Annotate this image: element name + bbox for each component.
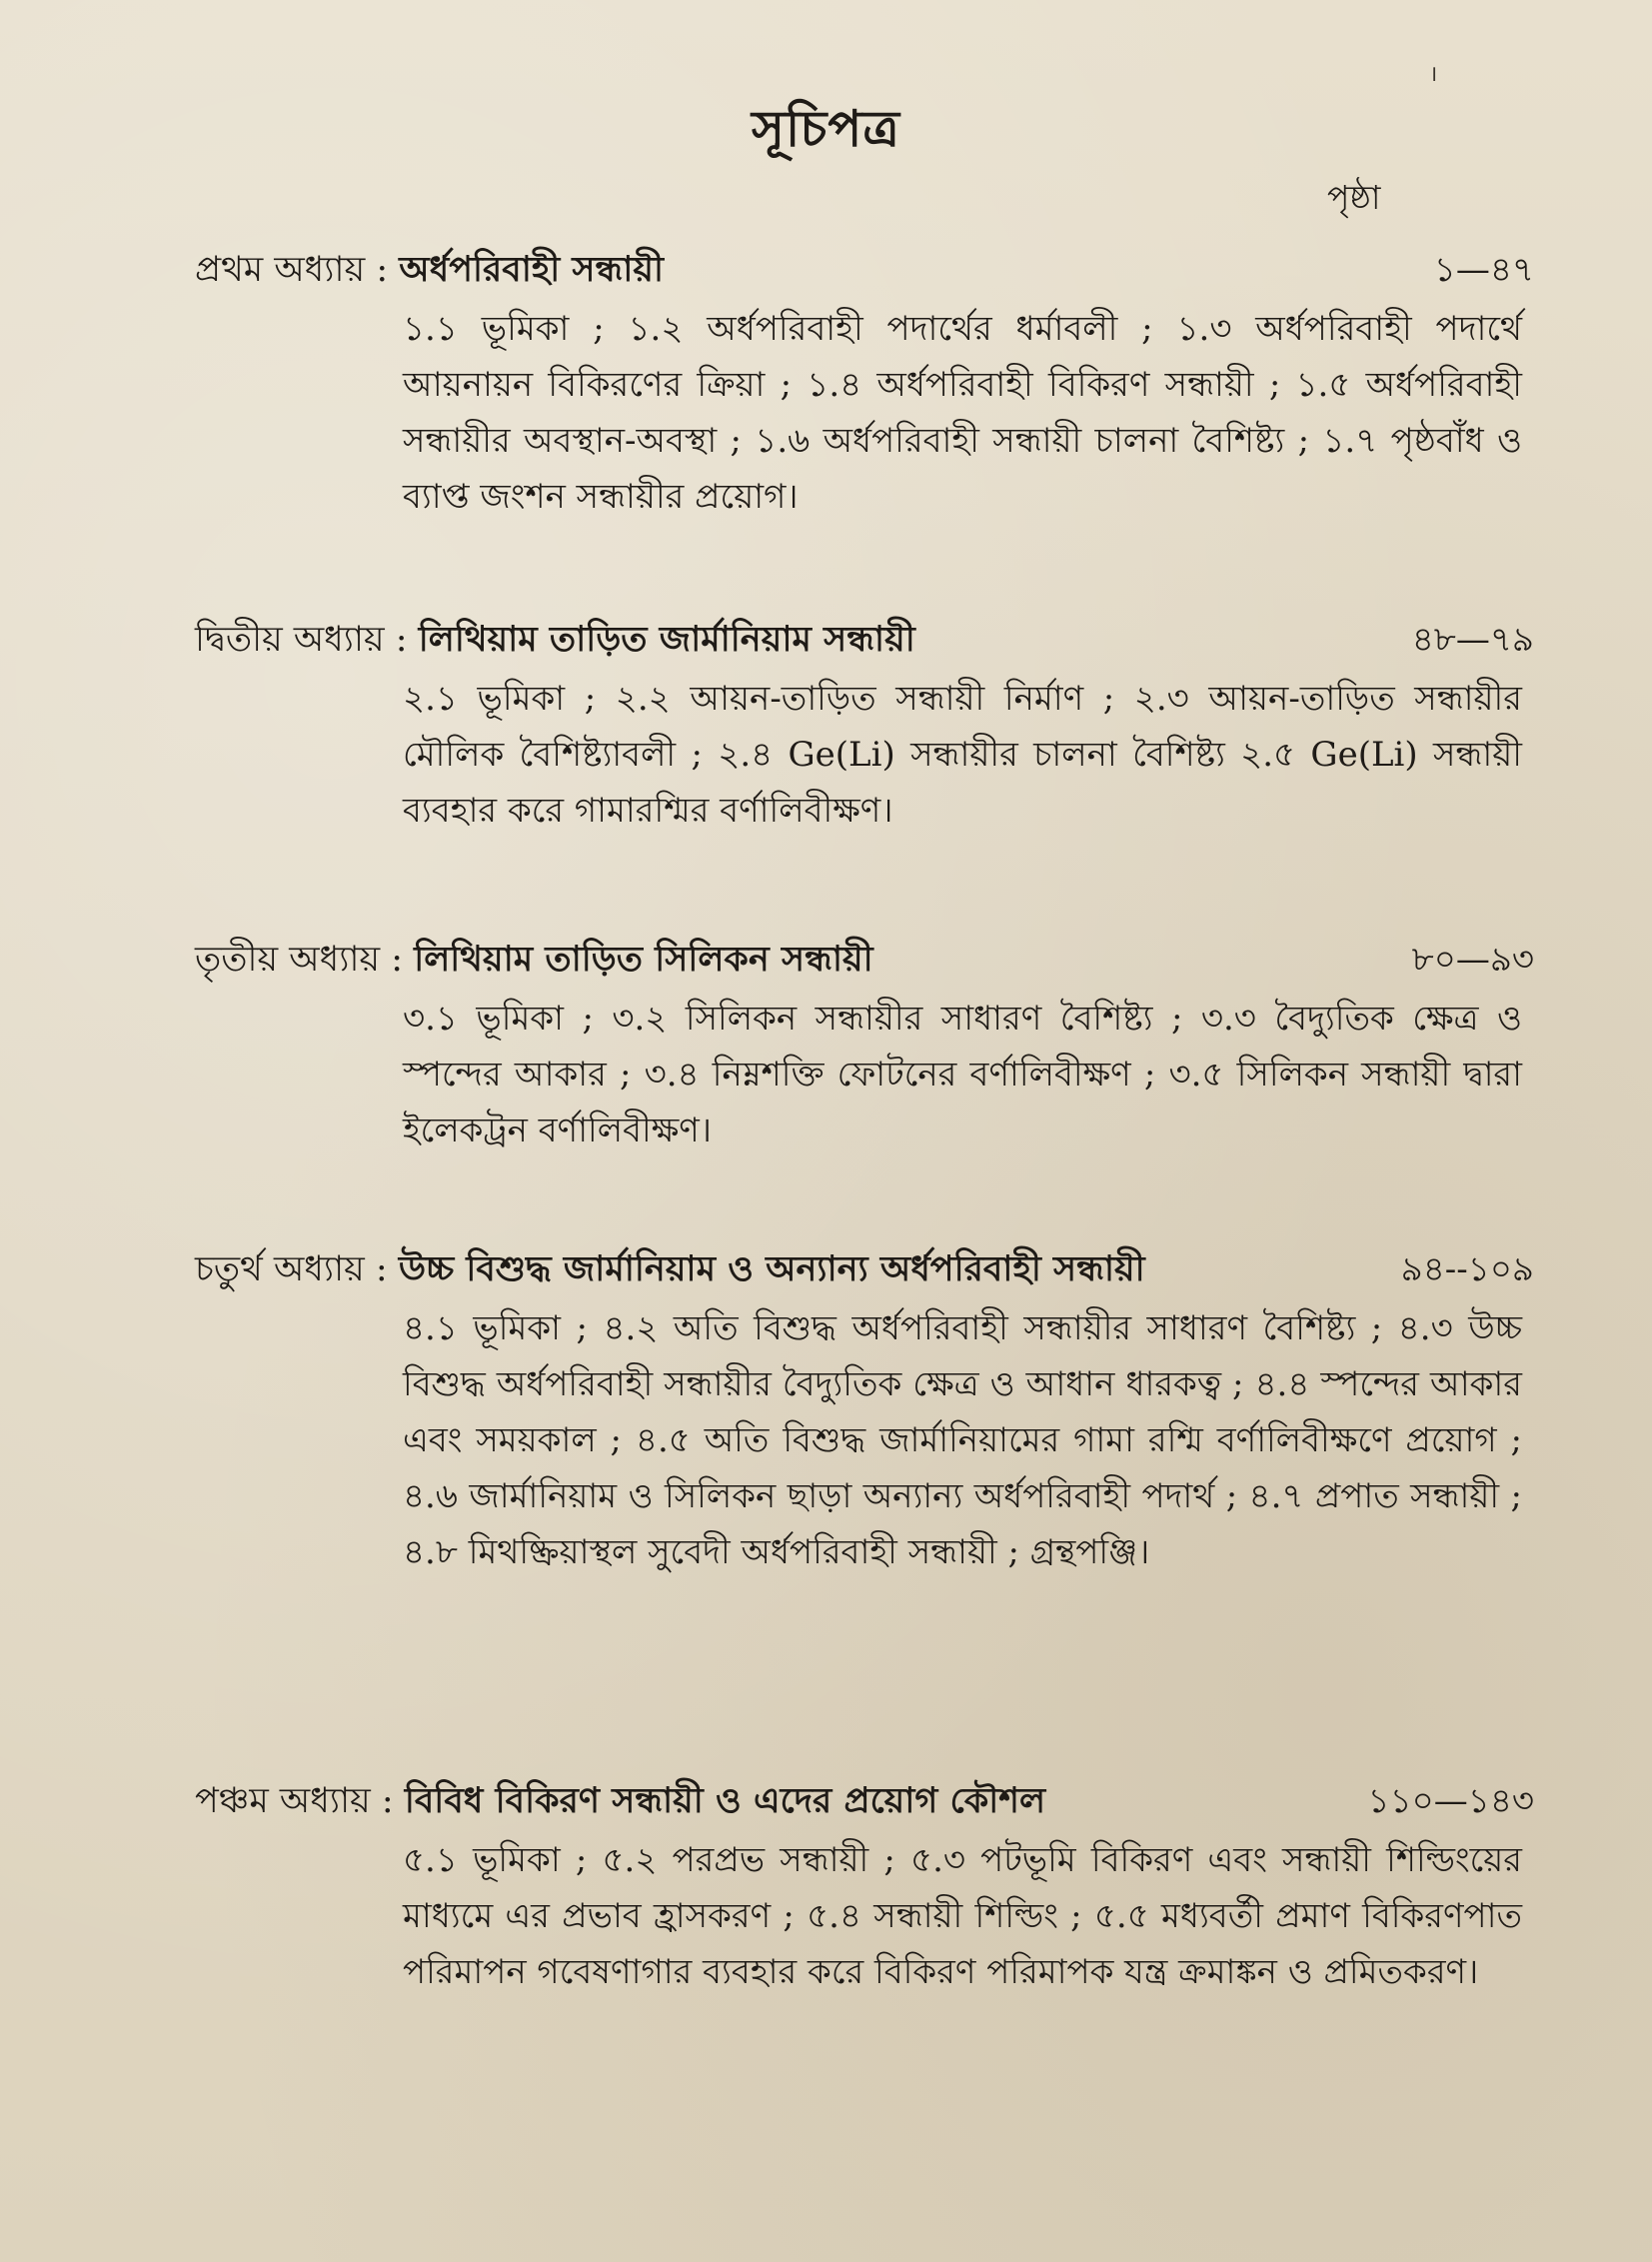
chapter-heading-text xyxy=(195,1244,1145,1294)
chapter-label: তৃতীয় অধ্যায় : xyxy=(195,940,404,980)
chapter-heading-text xyxy=(195,935,873,985)
chapter-contents: ৩.১ ভূমিকা ; ৩.২ সিলিকন সন্ধায়ীর সাধারণ বৈশিষ্ট্য ; ৩.৩ বৈদ্যুতিক ক্ষেত্র ও স্পন্দের আকার ; ৩.৪ নিম্নশক্তি ফোটনের বর্ণালিবীক্ষণ ; ৩.৫ সিলিকন সন্ধায়ী দ্বারা ইলেকট্রন বর্ণালিবীক্ষণ। xyxy=(403,999,1522,1150)
chapter-contents: ৪.১ ভূমিকা ; ৪.২ অতি বিশুদ্ধ অর্ধপরিবাহী সন্ধায়ীর সাধারণ বৈশিষ্ট্য ; ৪.৩ উচ্চ বিশুদ্ধ অর্ধপরিবাহী সন্ধায়ীর বৈদ্যুতিক ক্ষেত্র ও আধান ধারকত্ব ; ৪.৪ স্পন্দের আকার এবং সময়কাল ; ৪.৫ অতি বিশুদ্ধ জার্মানিয়ামের গামা রশ্মি বর্ণালিবীক্ষণে প্রয়োগ ; ৪.৬ জার্মানিয়াম ও সিলিকন ছাড়া অন্যান্য অর্ধপরিবাহী পদার্থ ; ৪.৭ প্রপাত সন্ধায়ী ; ৪.৮ মিথষ্ক্রিয়াস্থল সুবেদী অর্ধপরিবাহী সন্ধায়ী ; গ্রন্থপঞ্জি। xyxy=(403,1308,1522,1572)
chapter-title: লিথিয়াম তাড়িত জার্মানিয়াম সন্ধায়ী xyxy=(418,619,915,660)
chapter-label: প্রথম অধ্যায় : xyxy=(195,250,389,290)
chapter-4 xyxy=(195,1244,1534,1580)
chapter-heading xyxy=(195,1244,1534,1294)
chapter-page-range: ৪৮—৭৯ xyxy=(1411,620,1534,660)
chapter-page-range: ১১০—১৪৩ xyxy=(1367,1781,1534,1821)
page-title: সূচিপত্র xyxy=(752,99,900,158)
chapter-page-range: ৮০—৯৩ xyxy=(1411,940,1534,980)
chapter-heading-text xyxy=(195,1776,1045,1826)
chapter-title: উচ্চ বিশুদ্ধ জার্মানিয়াম ও অন্যান্য অর্ধপরিবাহী সন্ধায়ী xyxy=(398,1248,1145,1289)
chapter-title: অর্ধপরিবাহী সন্ধায়ী xyxy=(399,249,665,290)
chapter-1 xyxy=(195,245,1534,525)
chapter-heading xyxy=(195,935,1534,985)
chapter-2 xyxy=(195,615,1534,839)
chapter-heading-text xyxy=(195,615,915,665)
chapter-label: চতুর্থ অধ্যায় : xyxy=(195,1249,388,1289)
chapter-contents: ৫.১ ভূমিকা ; ৫.২ পরপ্রভ সন্ধায়ী ; ৫.৩ পটভূমি বিকিরণ এবং সন্ধায়ী শিল্ডিংয়ের মাধ্যমে এর প্রভাব হ্রাসকরণ ; ৫.৪ সন্ধায়ী শিল্ডিং ; ৫.৫ মধ্যবর্তী প্রমাণ বিকিরণপাত পরিমাপন গবেষণাগার ব্যবহার করে বিকিরণ পরিমাপক যন্ত্র ক্রমাঙ্কন ও প্রমিতকরণ। xyxy=(403,1840,1522,1992)
chapter-contents: ২.১ ভূমিকা ; ২.২ আয়ন-তাড়িত সন্ধায়ী নির্মাণ ; ২.৩ আয়ন-তাড়িত সন্ধায়ীর মৌলিক বৈশিষ্ট্যাবলী ; ২.৪ Ge(Li) সন্ধায়ীর চালনা বৈশিষ্ট্য ২.৫ Ge(Li) সন্ধায়ী ব্যবহার করে গামারশ্মির বর্ণালিবীক্ষণ। xyxy=(403,679,1522,831)
chapter-label: পঞ্চম অধ্যায় : xyxy=(195,1781,394,1821)
page-corner-mark: । xyxy=(1429,62,1438,87)
chapter-heading-text xyxy=(195,245,664,295)
chapter-5 xyxy=(195,1776,1534,2000)
chapter-heading xyxy=(195,245,1534,295)
chapter-page-range: ১—৪৭ xyxy=(1433,250,1534,290)
chapter-page-range: ৯৪--১০৯ xyxy=(1400,1249,1534,1289)
chapter-label: দ্বিতীয় অধ্যায় : xyxy=(195,620,408,660)
chapter-heading xyxy=(195,1776,1534,1826)
chapter-heading xyxy=(195,615,1534,665)
page-column-heading: পৃষ্ঠা xyxy=(1327,178,1381,217)
chapter-title: লিথিয়াম তাড়িত সিলিকন সন্ধায়ী xyxy=(414,939,873,980)
chapter-3 xyxy=(195,935,1534,1158)
chapter-title: বিবিধ বিকিরণ সন্ধায়ী ও এদের প্রয়োগ কৌশল xyxy=(404,1780,1046,1821)
chapter-contents: ১.১ ভূমিকা ; ১.২ অর্ধপরিবাহী পদার্থের ধর্মাবলী ; ১.৩ অর্ধপরিবাহী পদার্থে আয়নায়ন বিকিরণের ক্রিয়া ; ১.৪ অর্ধপরিবাহী বিকিরণ সন্ধায়ী ; ১.৫ অর্ধপরিবাহী সন্ধায়ীর অবস্থান-অবস্থা ; ১.৬ অর্ধপরিবাহী সন্ধায়ী চালনা বৈশিষ্ট্য ; ১.৭ পৃষ্ঠবাঁধ ও ব্যাপ্ত জংশন সন্ধায়ীর প্রয়োগ। xyxy=(403,309,1522,517)
